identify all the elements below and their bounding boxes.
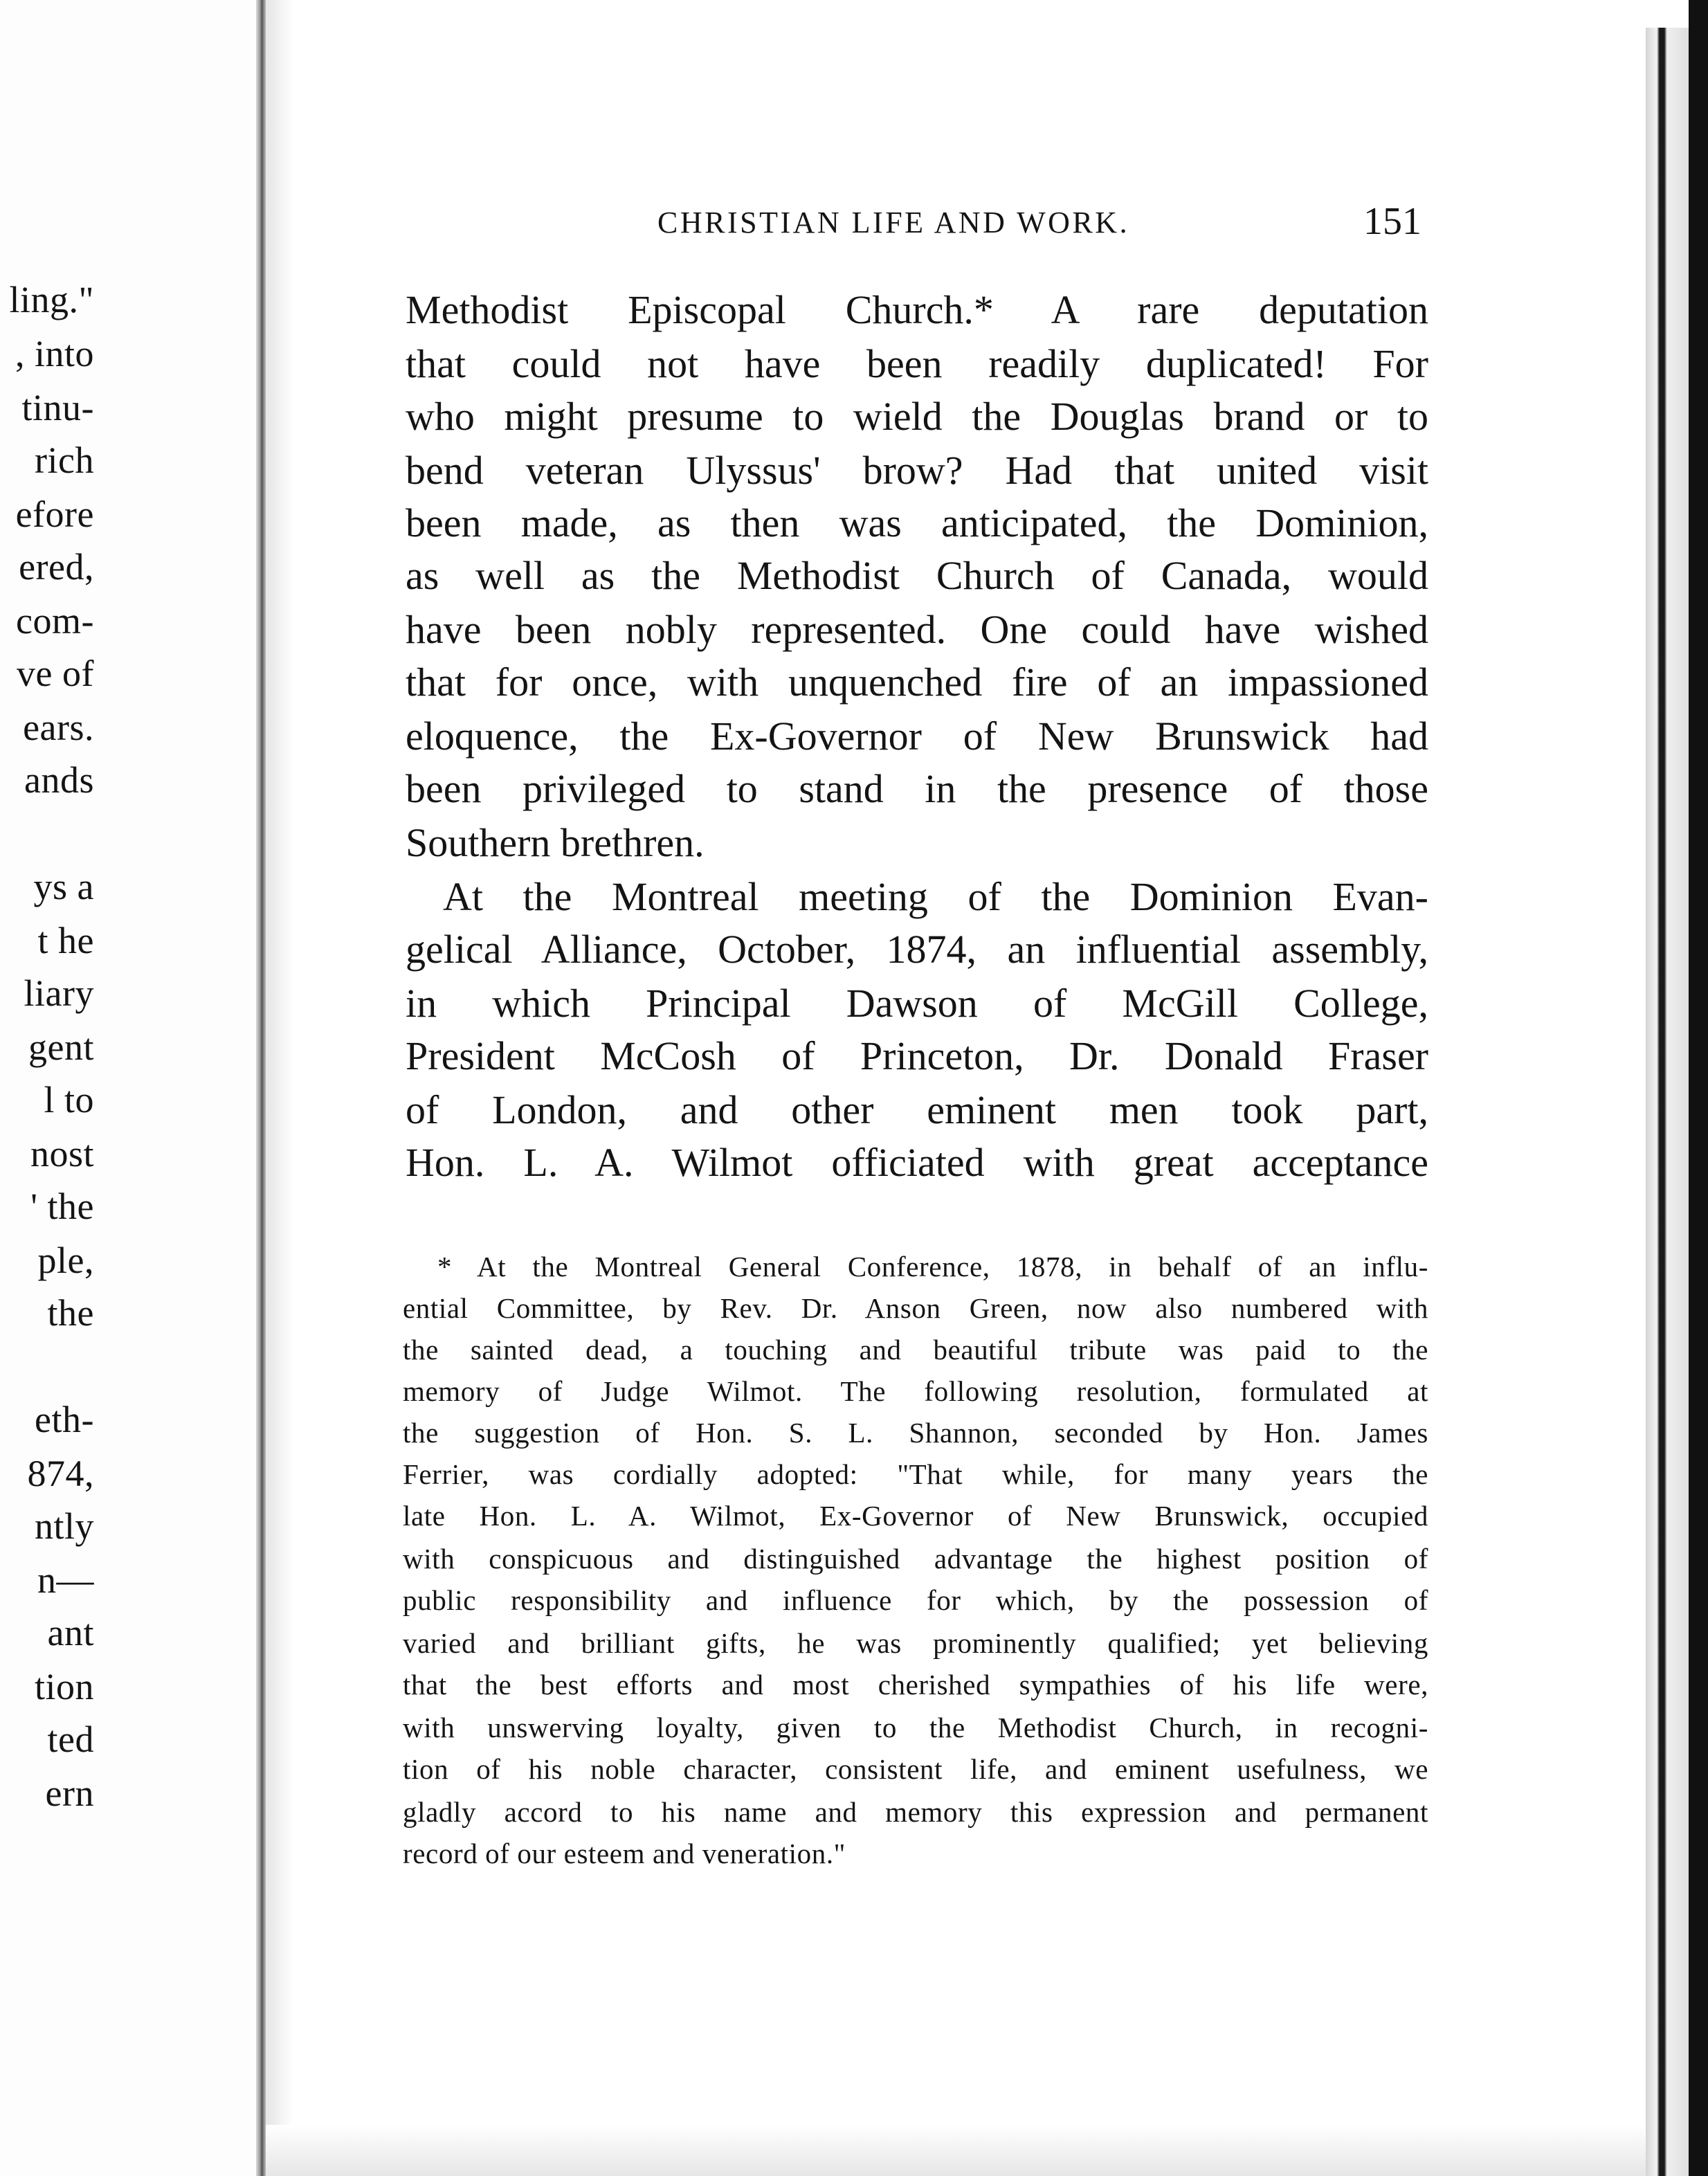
running-header: CHRISTIAN LIFE AND WORK. bbox=[657, 206, 1130, 239]
footnote-line: with unswerving loyalty, given to the Methodist Church, in recogni- bbox=[403, 1712, 1428, 1743]
facing-page-line: ling." bbox=[9, 279, 94, 320]
footnote-line: memory of Judge Wilmot. The following resolution, formulated at bbox=[403, 1375, 1428, 1407]
body-line: Hon. L. A. Wilmot officiated with great acceptance bbox=[406, 1140, 1428, 1185]
facing-page-line: ern bbox=[45, 1772, 94, 1814]
facing-page-line: ple, bbox=[37, 1240, 94, 1281]
facing-page-line: 874, bbox=[27, 1453, 94, 1494]
page-bottom-shadow bbox=[266, 2125, 1646, 2176]
footnote-line: varied and brilliant gifts, he was prominently qualified; yet believing bbox=[403, 1627, 1428, 1659]
body-line: as well as the Methodist Church of Canada, would bbox=[406, 553, 1428, 598]
facing-page-line: ' the bbox=[30, 1186, 94, 1227]
body-line: President McCosh of Princeton, Dr. Donald Fraser bbox=[406, 1033, 1428, 1078]
facing-page-line: ears. bbox=[23, 707, 94, 748]
facing-page-line: ant bbox=[47, 1612, 94, 1653]
footnote-line: record of our esteem and veneration." bbox=[403, 1838, 846, 1869]
facing-page-line: com- bbox=[16, 600, 94, 642]
footnote-line: ential Committee, by Rev. Dr. Anson Green, now also numbered with bbox=[403, 1292, 1428, 1324]
facing-page-line: t he bbox=[37, 920, 94, 961]
facing-page-line: l to bbox=[44, 1079, 94, 1121]
facing-page-line: ted bbox=[47, 1719, 94, 1760]
facing-page-line: the bbox=[47, 1292, 94, 1334]
body-line: been made, as then was anticipated, the Dominion, bbox=[406, 500, 1428, 545]
facing-page-line: tinu- bbox=[21, 387, 94, 428]
facing-page-line: rich bbox=[35, 439, 94, 481]
facing-page-line: ve of bbox=[17, 653, 94, 694]
footnote-line: * At the Montreal General Conference, 1878, in behalf of an influ- bbox=[437, 1251, 1428, 1282]
scan-border bbox=[1689, 0, 1708, 2176]
facing-page-line: n— bbox=[37, 1559, 94, 1601]
facing-page-line: liary bbox=[24, 972, 94, 1014]
facing-page-line: , into bbox=[15, 333, 94, 374]
body-line: bend veteran Ulyssus' brow? Had that united visit bbox=[406, 448, 1428, 493]
facing-page-line: gent bbox=[28, 1026, 94, 1068]
facing-page-line: tion bbox=[34, 1666, 94, 1707]
body-line: that for once, with unquenched fire of an impassioned bbox=[406, 660, 1428, 705]
body-line: have been nobly represented. One could have wished bbox=[406, 607, 1428, 652]
body-line: of London, and other eminent men took part, bbox=[406, 1087, 1428, 1132]
footnote-line: tion of his noble character, consistent life, and eminent usefulness, we bbox=[403, 1753, 1428, 1785]
body-line: been privileged to stand in the presence of those bbox=[406, 766, 1428, 811]
footnote-line: with conspicuous and distinguished advantage the highest position of bbox=[403, 1543, 1428, 1575]
facing-page-line: ands bbox=[24, 759, 94, 801]
facing-page-line: ntly bbox=[34, 1505, 94, 1547]
facing-page-line: ys a bbox=[33, 866, 94, 907]
footnote-line: gladly accord to his name and memory this expression and permanent bbox=[403, 1796, 1428, 1828]
body-line: gelical Alliance, October, 1874, an influential assembly, bbox=[406, 927, 1428, 972]
footnote-line: public responsibility and influence for which, by the possession of bbox=[403, 1584, 1428, 1616]
body-line: who might presume to wield the Douglas brand or to bbox=[406, 394, 1428, 439]
facing-page-fragment bbox=[0, 0, 256, 2176]
body-line: eloquence, the Ex-Governor of New Brunswick had bbox=[406, 714, 1428, 759]
footnote-line: the sainted dead, a touching and beautiful tribute was paid to the bbox=[403, 1334, 1428, 1366]
body-line: that could not have been readily duplicated! For bbox=[406, 341, 1428, 386]
book-gutter bbox=[256, 0, 266, 2176]
facing-page-line: efore bbox=[15, 493, 94, 535]
body-line: Southern brethren. bbox=[406, 820, 705, 865]
footnote-line: Ferrier, was cordially adopted: "That while, for many years the bbox=[403, 1458, 1428, 1490]
gutter-shadow bbox=[266, 0, 293, 2176]
facing-page-line: eth- bbox=[35, 1399, 94, 1440]
footnote-line: late Hon. L. A. Wilmot, Ex-Governor of New Brunswick, occupied bbox=[403, 1500, 1428, 1532]
body-line: in which Principal Dawson of McGill College, bbox=[406, 981, 1428, 1026]
page-number: 151 bbox=[1363, 200, 1421, 243]
footnote-line: the suggestion of Hon. S. L. Shannon, seconded by Hon. James bbox=[403, 1417, 1428, 1449]
facing-page-line: nost bbox=[30, 1133, 94, 1175]
body-line: At the Montreal meeting of the Dominion Evan- bbox=[443, 874, 1428, 919]
body-line: Methodist Episcopal Church.* A rare deputation bbox=[406, 287, 1428, 332]
facing-page-line: ered, bbox=[19, 546, 94, 588]
footnote-line: that the best efforts and most cherished sympathies of his life were, bbox=[403, 1669, 1428, 1701]
